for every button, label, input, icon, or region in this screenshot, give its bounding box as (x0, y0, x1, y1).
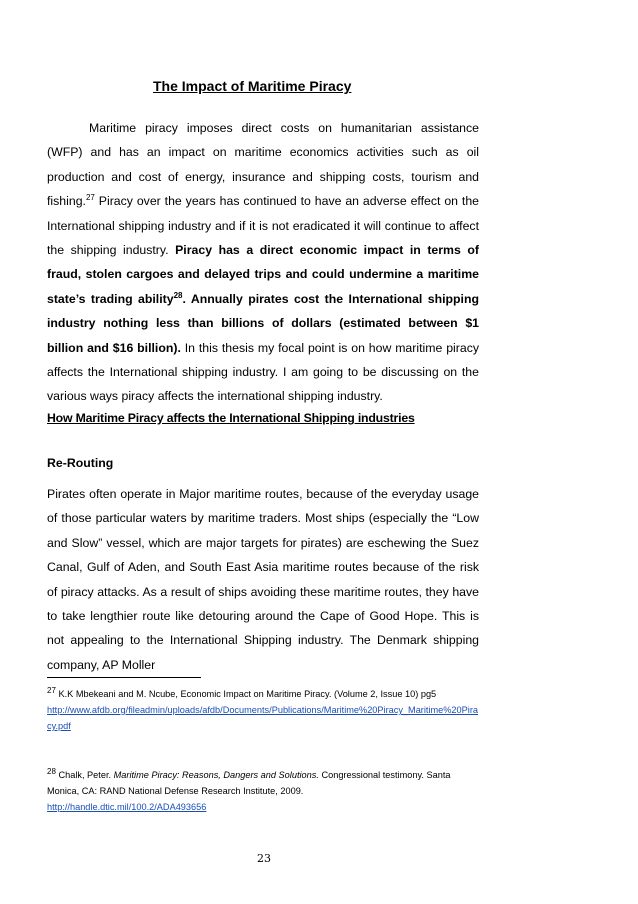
intro-bold-text-1: Piracy has a direct economic impact in terms of fraud, stolen cargoes and delayed trips and could undermine a maritime state’s trading ability (47, 243, 479, 306)
intro-sentence-3: In this thesis my focal point is on how maritime piracy affects the International shipping industry. I am going to be discussing on the various ways piracy affects the international shipping industry. (47, 340, 479, 404)
footnote-text-continued: Congressional testimony. Santa Monica, CA: RAND National Defense Research Institute, 2009. (47, 770, 451, 796)
footnote-link[interactable]: http://www.afdb.org/fileadmin/uploads/afdb/Documents/Publications/Maritime%20Piracy_Maritime%20Piracy.pdf (47, 705, 478, 731)
section-title: The Impact of Maritime Piracy (153, 78, 352, 94)
intro-paragraph (47, 116, 479, 409)
footnote-28 (47, 767, 479, 815)
rerouting-paragraph: Pirates often operate in Major maritime routes, because of the everyday usage of those particular waters by maritime traders. Most ships (especially the “Low and Slow” vessel, which are major targets for pirates) are eschewing the Suez Canal, Gulf of Aden, and South East Asia maritime routes because of the risk of piracy attacks. As a result of ships avoiding these maritime routes, they have to take lengthier route like detouring around the Cape of Good Hope. This is not appealing to the International Shipping industry. The Denmark shipping company, AP Moller (47, 487, 479, 672)
footnote-divider (47, 677, 201, 678)
footnote-number: 27 (47, 686, 56, 695)
footnote-text: K.K Mbekeani and M. Ncube, Economic Impact on Maritime Piracy. (Volume 2, Issue 10) pg5 (55, 689, 437, 699)
footnote-27 (47, 686, 479, 734)
footnote-ref-27[interactable]: 27 (85, 193, 95, 203)
footnote-title-italic: Maritime Piracy: Reasons, Dangers and Solutions. (113, 770, 319, 780)
page-number: 23 (257, 852, 271, 865)
footnote-text: Chalk, Peter. (55, 770, 114, 780)
subheading-how-piracy-affects: How Maritime Piracy affects the International Shipping industries (47, 411, 415, 425)
subheading-rerouting: Re-Routing (47, 456, 114, 470)
footnote-number: 28 (47, 767, 56, 776)
intro-sentence-1: Maritime piracy imposes direct costs on humanitarian assistance (WFP) and has an impact on maritime economics activities such as oil production and cost of energy, insurance and shipping costs, tourism and fishing. (47, 121, 479, 209)
intro-sentence-2: Piracy over the years has continued to have an adverse effect on the International shipping industry and if it is not eradicated it will continue to affect the shipping industry. (47, 194, 479, 258)
footnote-link[interactable]: http://handle.dtic.mil/100.2/ADA493656 (47, 802, 207, 812)
footnote-ref-28[interactable]: 28 (173, 290, 183, 300)
intro-bold-text-2: . Annually pirates cost the International shipping industry nothing less than billions of dollars (estimated between $1 billion and $16 billion). (47, 291, 479, 355)
